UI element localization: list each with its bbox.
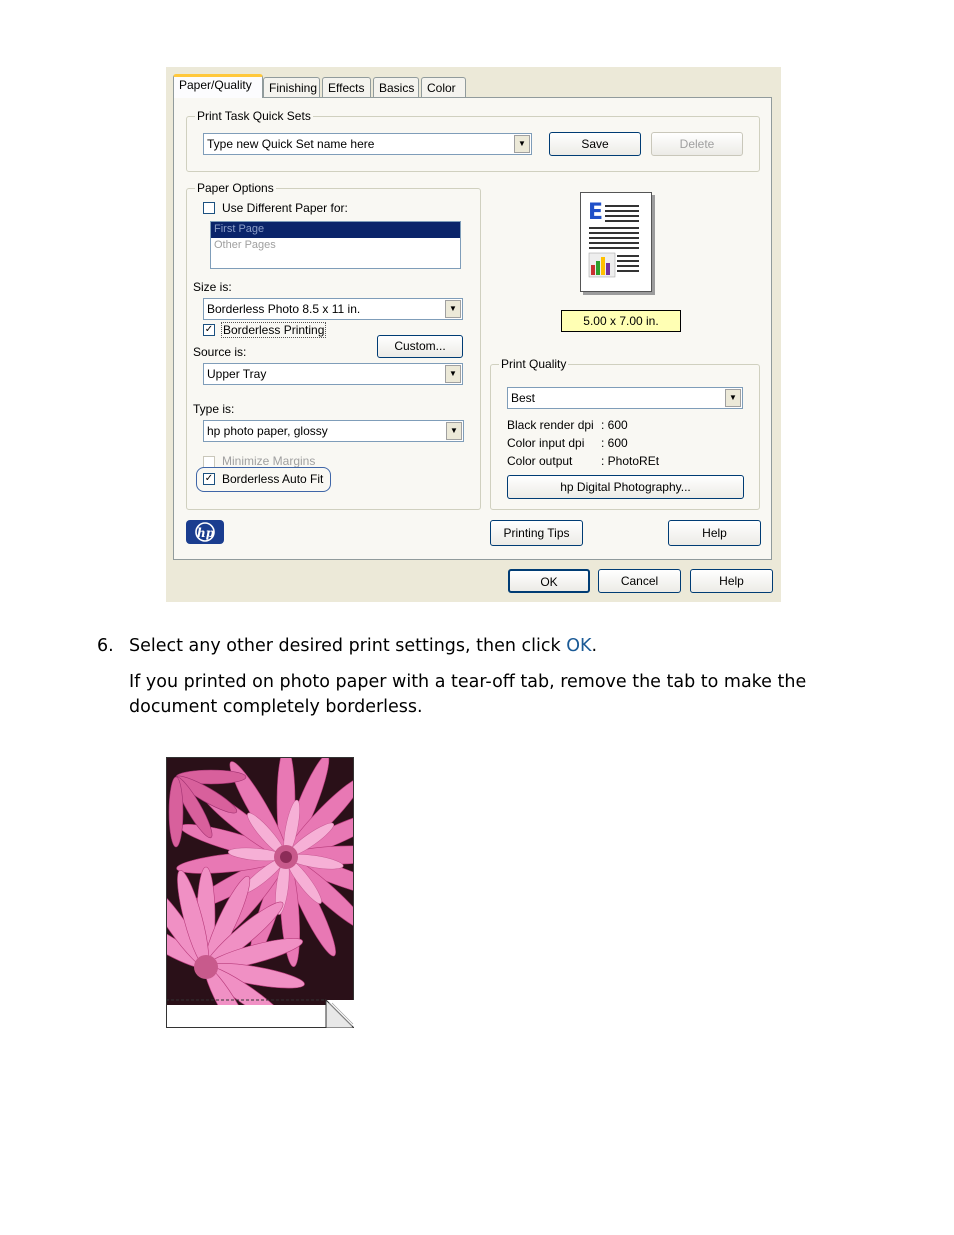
page-preview-icon [581,193,651,291]
source-combo[interactable] [203,363,463,385]
custom-button[interactable]: Custom... [377,335,463,358]
color-dpi-value: : 600 [601,436,628,450]
save-button[interactable]: Save [549,132,641,156]
print-properties-dialog [166,67,781,602]
size-combo[interactable] [203,298,463,320]
hp-logo-icon [186,520,224,544]
ok-link[interactable]: OK [566,636,592,656]
type-value: hp photo paper, glossy [207,424,328,438]
size-value: Borderless Photo 8.5 x 11 in. [207,302,361,316]
chevron-down-icon[interactable]: ▼ [514,135,530,153]
color-output-label: Color output [507,454,573,468]
type-label: Type is: [193,402,235,416]
source-value: Upper Tray [207,367,267,381]
chevron-down-icon[interactable]: ▼ [445,300,461,318]
color-output-value: : PhotoREt [601,454,660,468]
print-quality-combo[interactable] [507,387,743,409]
use-different-paper-label: Use Different Paper for: [222,201,348,215]
type-combo[interactable] [203,420,464,442]
step-6-text [129,634,597,659]
borderless-auto-fit-checkbox[interactable]: ✓ [204,473,214,484]
borderless-printing-label: Borderless Printing [223,323,325,337]
step-6-text-before: Select any other desired print settings, then click [129,636,567,656]
borderless-photo-illustration [166,757,354,1028]
printing-tips-button[interactable]: Printing Tips [490,520,583,546]
minimize-margins-label: Minimize Margins [222,454,316,468]
tab-finishing[interactable]: Finishing [263,77,320,97]
tab-effects[interactable]: Effects [322,77,371,97]
step-number: 6. [97,636,114,656]
step-6-note-line-2: document completely borderless. [129,697,423,717]
svg-text:hp: hp [197,526,215,540]
use-different-paper-checkbox[interactable] [203,202,215,214]
source-label: Source is: [193,345,247,359]
list-item-first-page[interactable]: First Page [211,222,460,238]
hp-logo [186,520,224,544]
print-quality-label: Print Quality [501,357,567,371]
step-6-note-line-1: If you printed on photo paper with a tear-off tab, remove the tab to make the [129,672,807,692]
hp-digital-photography-button[interactable]: hp Digital Photography... [507,475,744,499]
color-dpi-label: Color input dpi [507,436,585,450]
ok-button[interactable]: OK [508,569,590,593]
help-button[interactable]: Help [690,569,773,593]
tab-paper-quality[interactable]: Paper/Quality [173,74,263,98]
paper-options-label: Paper Options [197,181,274,195]
tab-color[interactable]: Color [421,77,466,97]
list-item-other-pages[interactable]: Other Pages [214,239,276,251]
size-readout: 5.00 x 7.00 in. [561,310,681,332]
size-label: Size is: [193,280,232,294]
quick-sets-label: Print Task Quick Sets [197,109,311,123]
page-preview [580,192,652,292]
flower-photo-with-tear-off-tab [166,757,354,1028]
borderless-printing-checkbox[interactable]: ✓ [204,324,214,335]
cancel-button[interactable]: Cancel [598,569,681,593]
pages-list[interactable] [210,221,461,269]
print-quality-value: Best [511,391,536,405]
chevron-down-icon[interactable]: ▼ [445,365,461,383]
svg-text:E: E [588,200,604,225]
delete-button[interactable]: Delete [651,132,743,156]
inner-help-button[interactable]: Help [668,520,761,546]
black-dpi-label: Black render dpi [507,418,594,432]
step-6-text-after: . [591,636,598,656]
black-dpi-value: : 600 [601,418,628,432]
quick-set-name-combo[interactable] [203,133,532,155]
tab-basics[interactable]: Basics [373,77,419,97]
quick-set-name-value: Type new Quick Set name here [207,137,375,151]
borderless-auto-fit-label: Borderless Auto Fit [222,472,324,486]
chevron-down-icon[interactable]: ▼ [446,422,462,440]
chevron-down-icon[interactable]: ▼ [725,389,741,407]
